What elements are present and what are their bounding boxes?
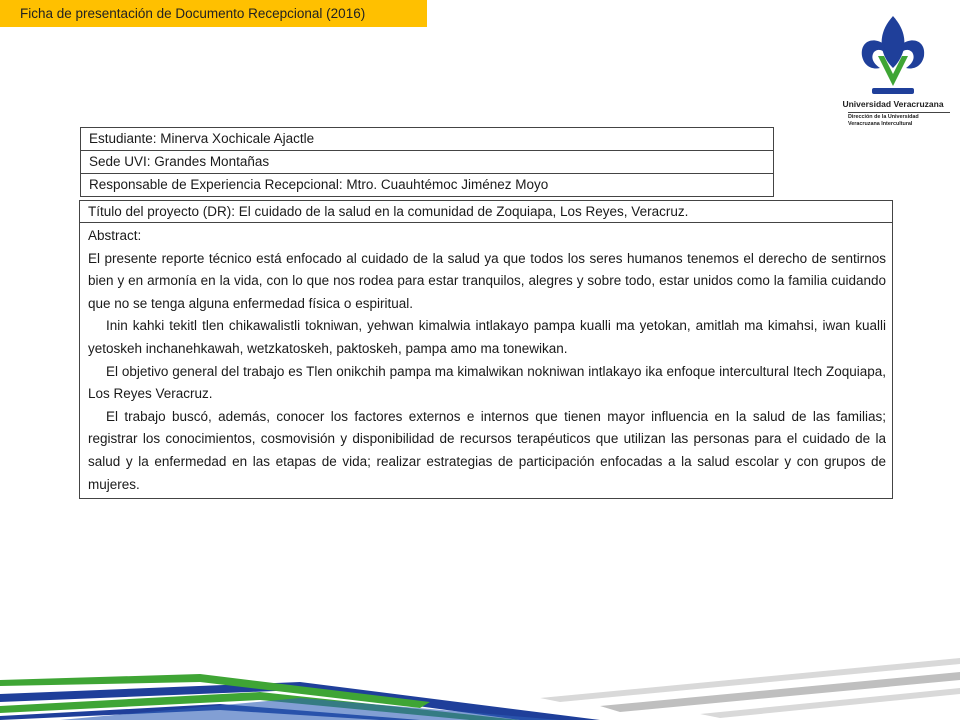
- abstract-section: [80, 223, 892, 498]
- logo-divider: [848, 112, 950, 113]
- project-title: Título del proyecto (DR): El cuidado de la salud en la comunidad de Zoquiapa, Los Reyes, Veracruz.: [80, 201, 892, 223]
- logo-subtitle-line2: Veracruzana Intercultural: [848, 120, 913, 127]
- logo-university-name: Universidad Veracruzana: [842, 99, 944, 109]
- campus-row: Sede UVI: Grandes Montañas: [81, 151, 773, 174]
- abstract-heading: Abstract:: [88, 228, 142, 243]
- abstract-paragraph: El presente reporte técnico está enfocado al cuidado de la salud ya que todos los seres humanos tenemos el derecho de sentirnos bien y en armonía en la vida, con lo que nos rodea para estar tranquilos, alegres y sobre todo, estar unidos como la familia cuidando que no se tenga alguna enfermedad física o espiritual.: [88, 250, 886, 311]
- student-name-row: Estudiante: Minerva Xochicale Ajactle: [81, 128, 773, 151]
- document-heading: Ficha de presentación de Documento Recepcional (2016): [20, 6, 366, 21]
- project-box: [79, 200, 893, 499]
- abstract-paragraph: El objetivo general del trabajo es Tlen onikchih pampa ma kimalwikan nokniwan intlakayo ika enfoque intercultural Itech Zoquiapa, Los Reyes Veracruz.: [88, 363, 886, 402]
- header-title-bar: [0, 0, 427, 27]
- logo-subtitle: [848, 114, 950, 127]
- fleur-de-lis-icon: [858, 14, 928, 96]
- university-logo: [836, 14, 950, 132]
- footer-decoration: [0, 658, 960, 720]
- logo-subtitle-line1: Dirección de la Universidad: [848, 114, 919, 120]
- student-info-table: [80, 127, 774, 197]
- advisor-row: Responsable de Experiencia Recepcional: Mtro. Cuauhtémoc Jiménez Moyo: [89, 177, 549, 192]
- abstract-paragraph: Inin kahki tekitl tlen chikawalistli tokniwan, yehwan kimalwia intlakayo pampa kualli ma yetokan, amitlah ma kimahsi, iwan kualli yetoskeh inchanehkawah, wetzkatoskeh, paktoskeh, pampa amo ma tonewikan.: [88, 318, 886, 356]
- abstract-paragraph: El trabajo buscó, además, conocer los factores externos e internos que tienen mayor influencia en la salud de las familias; registrar los conocimientos, cosmovisión y disponibilidad de recursos terapéuticos que utilizan las personas para el cuidado de la salud y la enfermedad en las etapas de vida; realizar estrategias de participación enfocadas a la salud escolar y con grupos de mujeres.: [88, 408, 886, 492]
